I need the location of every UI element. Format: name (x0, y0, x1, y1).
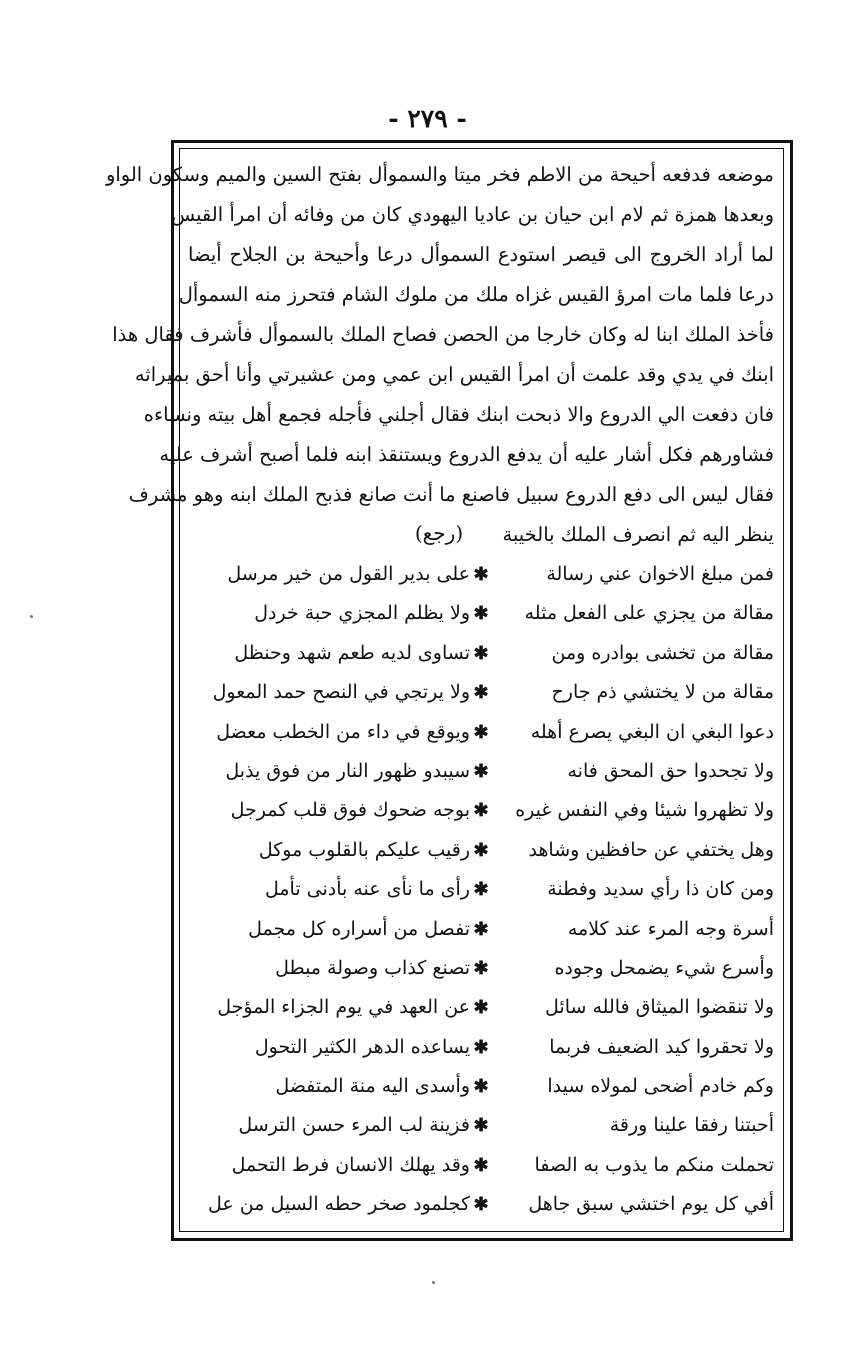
hemistich-second: تساوى لديه طعم شهد وحنظل (234, 641, 470, 664)
verse (188, 634, 774, 673)
verse-separator-icon: ✱ (473, 1036, 489, 1058)
verse-separator-icon: ✱ (473, 603, 489, 625)
hemistich-second: سيبدو ظهور النار من فوق يذبل (225, 759, 470, 782)
prose-line: لما أراد الخروج الى قيصر استودع السموأل درعا وأحيحة بن الجلاح أيضا (188, 243, 774, 266)
hemistich-second: تصنع كذاب وصولة مبطل (275, 956, 470, 979)
hemistich-second: ولا يظلم المجزي حبة خردل (254, 602, 470, 625)
hemistich-second: رأى ما نأى عنه بأدنى تأمل (264, 878, 470, 901)
prose-line: ينظر اليه ثم انصرف الملك بالخيبة (502, 523, 774, 546)
hemistich-first: مقالة من يجزي على الفعل مثله (524, 602, 774, 625)
hemistich-first: أفي كل يوم اختشي سبق جاهل (528, 1193, 774, 1216)
prose-line: فقال ليس الى دفع الدروع سبيل فاصنع ما أنت صانع فذبح الملك ابنه وهو مشرف (128, 483, 774, 506)
hemistich-second: فزينة لب المرء حسن الترسل (238, 1114, 470, 1137)
verse (188, 988, 774, 1027)
prose-line: فأخذ الملك ابنا له وكان خارجا من الحصن فصاح الملك بالسموأل فأشرف فقال هذا (112, 323, 774, 346)
verse-separator-icon: ✱ (473, 1115, 489, 1137)
hemistich-first: ولا تجحدوا حق المحق فانه (567, 759, 774, 782)
verse (188, 791, 774, 830)
verse-separator-icon: ✱ (473, 1194, 489, 1216)
hemistich-first: ولا تنقضوا الميثاق فالله سائل (545, 996, 774, 1019)
hemistich-second: يساعده الدهر الكثير التحول (254, 1035, 470, 1058)
verse (188, 752, 774, 791)
prose-line: موضعه فدفعه أحيحة من الاطم فخر ميتا والسموأل بفتح السين والميم وسكون الواو (105, 163, 774, 186)
prose-line: فان دفعت الي الدروع والا ذبحت ابنك فقال أجلني فأجله فجمع أهل بيته ونساءه (143, 403, 774, 426)
verse (188, 949, 774, 988)
hemistich-second: وقد يهلك الانسان فرط التحمل (231, 1153, 470, 1176)
hemistich-first: مقالة من تخشى بوادره ومن (551, 641, 774, 664)
prose-line: وبعدها همزة ثم لام ابن حيان بن عاديا اليهودي كان من وفائه أن امرأ القيس (171, 203, 774, 226)
prose-line: فشاورهم فكل أشار عليه أن يدفع الدروع ويستنقذ ابنه فلما أصبح أشرف عليه (159, 443, 774, 466)
meter-label: (رجع) (414, 521, 464, 545)
hemistich-second: ويوقع في داء من الخطب معضل (216, 720, 470, 743)
prose-line: ابنك في يدي وقد علمت أن امرأ القيس ابن عمي ومن عشيرتي وأنا أحق بميراثه (134, 363, 774, 386)
hemistich-first: وأسرع شيء يضمحل وجوده (554, 956, 774, 979)
hemistich-first: أسرة وجه المرء عند كلامه (567, 917, 774, 940)
verse (188, 1185, 774, 1224)
hemistich-first: فمن مبلغ الاخوان عني رسالة (546, 563, 774, 585)
verse (188, 1146, 774, 1185)
verse (188, 555, 774, 594)
hemistich-second: بوجه ضحوك فوق قلب كمرجل (230, 799, 470, 822)
hemistich-second: رقيب عليكم بالقلوب موكل (258, 838, 470, 861)
verse-separator-icon: ✱ (473, 839, 489, 861)
hemistich-first: ومن كان ذا رأي سديد وفطنة (547, 878, 774, 901)
verse-separator-icon: ✱ (473, 642, 489, 664)
verse (188, 1067, 774, 1106)
verse-separator-icon: ✱ (473, 918, 489, 940)
verse (188, 1106, 774, 1145)
verse (188, 673, 774, 712)
verse-separator-icon: ✱ (473, 997, 489, 1019)
verse (188, 594, 774, 633)
prose-line: درعا فلما مات امرؤ القيس غزاه ملك من ملوك الشام فتحرز منه السموأل (178, 283, 774, 306)
hemistich-first: تحملت منكم ما يذوب به الصفا (534, 1153, 774, 1176)
prose-block (105, 155, 774, 555)
hemistich-second: تفصل من أسراره كل مجمل (248, 917, 470, 940)
verse (188, 1028, 774, 1067)
verse (188, 831, 774, 870)
hemistich-first: مقالة من لا يختشي ذم جارح (551, 681, 774, 704)
verse-separator-icon: ✱ (473, 957, 489, 979)
hemistich-second: ولا يرتجي في النصح حمد المعول (212, 681, 470, 704)
verse-separator-icon: ✱ (473, 879, 489, 901)
verse-separator-icon: ✱ (473, 682, 489, 704)
scan-speck (432, 1281, 435, 1284)
verse-separator-icon: ✱ (473, 760, 489, 782)
verse (188, 910, 774, 949)
verse-separator-icon: ✱ (473, 1154, 489, 1176)
verse (188, 870, 774, 909)
scan-speck (30, 615, 33, 618)
hemistich-first: وهل يختفي عن حافظين وشاهد (528, 838, 774, 861)
poem-block (188, 555, 774, 1225)
hemistich-second: كجلمود صخر حطه السيل من عل (208, 1193, 470, 1216)
hemistich-second: وأسدى اليه منة المتفضل (275, 1075, 470, 1098)
hemistich-first: ولا تظهروا شيئا وفي النفس غيره (515, 799, 774, 822)
hemistich-first: دعوا البغي ان البغي يصرع أهله (530, 720, 774, 743)
hemistich-second: عن العهد في يوم الجزاء المؤجل (217, 996, 470, 1019)
hemistich-first: أحبتنا رفقا علينا ورقة (609, 1114, 774, 1137)
hemistich-first: ولا تحقروا كيد الضعيف فربما (549, 1035, 774, 1058)
verse-separator-icon: ✱ (473, 800, 489, 822)
hemistich-second: على بدير القول من خير مرسل (227, 563, 470, 585)
hemistich-first: وكم خادم أضحى لمولاه سيدا (547, 1075, 774, 1098)
verse-separator-icon: ✱ (473, 721, 489, 743)
verse-separator-icon: ✱ (473, 1076, 489, 1098)
page-number: - ٢٧٩ - (388, 104, 467, 133)
verse-separator-icon: ✱ (473, 564, 489, 585)
verse (188, 713, 774, 752)
